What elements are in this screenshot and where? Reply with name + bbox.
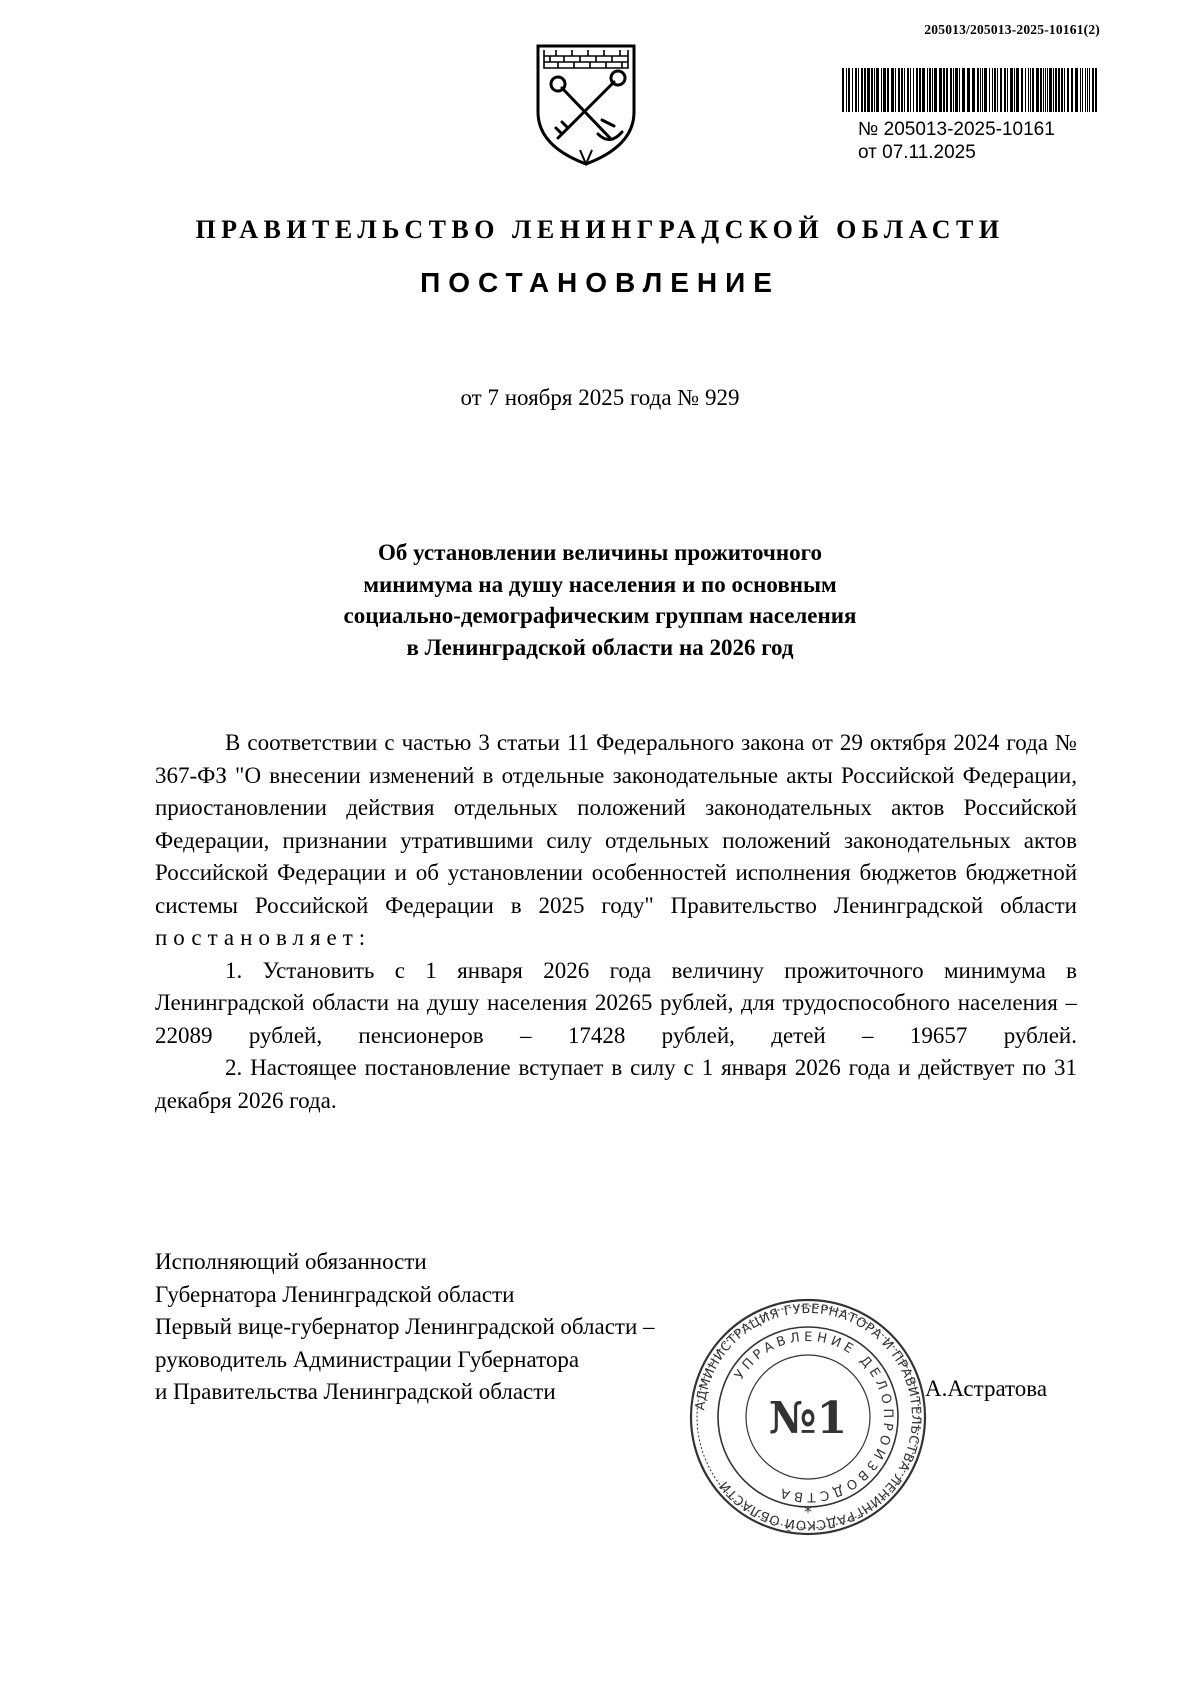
barcode [842,68,1100,112]
document-body [155,727,1077,1117]
preamble-resolves: постановляет: [155,925,372,950]
preamble-text: В соответствии с частью 3 статьи 11 Федерального закона от 29 октября 2024 года № 367-ФЗ "О внесении изменений в отдельные законодательные акты Российской Федерации, приостановлении действия отдельных положений законодательных актов Российской Федерации, признании утратившими силу отдельных положений законодательных актов Российской Федерации и об установлении особенностей исполнения бюджетов бюджетной системы Российской Федерации в 2025 году" [155,730,1077,918]
official-seal-stamp [688,1297,928,1537]
clause-1: 1. Установить с 1 января 2026 года величину прожиточного минимума в Ленинградской области на душу населения 20265 рублей, для трудоспособного населения – 22089 рублей, пенсионеров – 17428 рублей, детей – 19657 рублей. [155,957,1077,1048]
signature-line: руководитель Администрации Губернатора [155,1346,580,1372]
signature-line: Губернатора Ленинградской области [155,1281,515,1307]
document-type: ПОСТАНОВЛЕНИЕ [420,267,780,298]
coat-of-arms-icon [532,42,640,168]
clause-2: 2. Настоящее постановление вступает в силу с 1 января 2026 года и действует по 31 декабря 2026 года. [155,1055,1077,1113]
document-reference: 205013/205013-2025-10161(2) [924,22,1100,37]
subject-line: минимума на душу населения и по основным [363,571,837,597]
signer-name: А.Астратова [925,1376,1048,1401]
preamble-government: Правительство Ленинградской области [670,892,1077,918]
document-subject [200,537,1000,663]
seal-center-number: №1 [768,1393,848,1444]
signature-line: Исполняющий обязанности [155,1249,427,1274]
seal-star: * [804,1502,812,1521]
signature-line: и Правительства Ленинградской области [155,1379,556,1404]
signature-line: Первый вице-губернатор Ленинградской области – [155,1314,655,1339]
registration-date: от 07.11.2025 [858,142,976,163]
document-date-number: от 7 ноября 2025 года № 929 [460,385,740,410]
subject-line: в Ленинградской области на 2026 год [406,634,794,660]
subject-line: Об установлении величины прожиточного [378,540,822,565]
registration-number: № 205013-2025-10161 [858,119,1055,140]
preamble-paragraph [155,727,1077,955]
subject-line: социально-демографическим группам населения [343,603,857,628]
organization-title: ПРАВИТЕЛЬСТВО ЛЕНИНГРАДСКОЙ ОБЛАСТИ [195,215,1005,244]
seal-inner-text: УПРАВЛЕНИЕ ДЕЛОПРОИЗВОДСТВА [732,1329,896,1505]
seal-outer-text: АДМИНИСТРАЦИЯ ГУБЕРНАТОРА И ПРАВИТЕЛЬСТВА ЛЕНИНГРАДСКОЙ ОБЛАСТИ [693,1301,924,1533]
registration-block [858,118,1055,164]
